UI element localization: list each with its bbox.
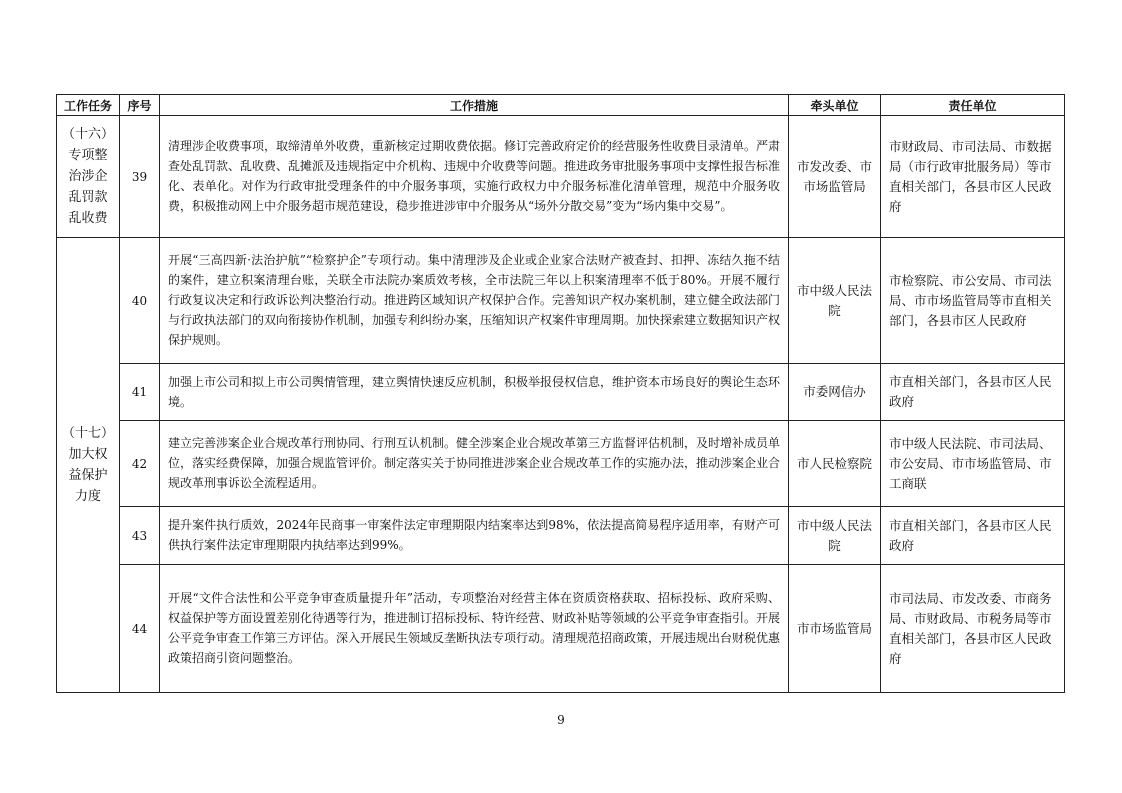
task-line: 治涉企 bbox=[68, 169, 108, 184]
task-line: 专项整 bbox=[68, 148, 108, 163]
responsible-cell: 市中级人民法院、市司法局、市公安局、市市场监管局、市工商联 bbox=[881, 421, 1065, 507]
seq-cell: 41 bbox=[120, 364, 160, 421]
task-line: 乱收费 bbox=[68, 211, 108, 226]
header-task: 工作任务 bbox=[57, 95, 120, 116]
responsible-cell: 市直相关部门，各县市区人民政府 bbox=[881, 364, 1065, 421]
seq-cell: 39 bbox=[120, 116, 160, 238]
task-line: 乱罚款 bbox=[68, 190, 108, 205]
measure-cell: 建立完善涉案企业合规改革行刑协同、行刑互认机制。健全涉案企业合规改革第三方监督评估机制，及时增补成员单位，落实经费保障，加强合规监管评价。制定落实关于协同推进涉案企业合规改革工作的实施办法，推动涉案企业合规改革刑事诉讼全流程适用。 bbox=[160, 421, 789, 507]
table-row bbox=[57, 116, 1065, 238]
table-row bbox=[57, 565, 1065, 693]
task-line: 力度 bbox=[74, 489, 101, 504]
responsible-cell: 市司法局、市发改委、市商务局、市财政局、市税务局等市直相关部门，各县市区人民政府 bbox=[881, 565, 1065, 693]
header-responsible: 责任单位 bbox=[881, 95, 1065, 116]
table-row bbox=[57, 238, 1065, 364]
responsible-cell: 市检察院、市公安局、市司法局、市市场监管局等市直相关部门，各县市区人民政府 bbox=[881, 238, 1065, 364]
table-row bbox=[57, 507, 1065, 565]
lead-cell: 市发改委、市市场监管局 bbox=[789, 116, 881, 238]
measure-cell: 开展“文件合法性和公平竞争审查质量提升年”活动，专项整治对经营主体在资质资格获取、招标投标、政府采购、权益保护等方面设置差别化待遇等行为，推进制订招标投标、特许经营、财政补贴等领域的公平竞争审查指引。开展公平竞争审查工作第三方评估。深入开展民生领域反垄断执法专项行动。清理规范招商政策，开展违规出台财税优惠政策招商引资问题整治。 bbox=[160, 565, 789, 693]
measure-cell: 加强上市公司和拟上市公司舆情管理，建立舆情快速反应机制，积极举报侵权信息，维护资本市场良好的舆论生态环境。 bbox=[160, 364, 789, 421]
lead-cell: 市人民检察院 bbox=[789, 421, 881, 507]
task-line: （十六） bbox=[61, 127, 114, 142]
task-line: 益保护 bbox=[68, 468, 108, 483]
task-line: （十七） bbox=[61, 426, 114, 441]
header-measure: 工作措施 bbox=[160, 95, 789, 116]
page-number: 9 bbox=[557, 713, 565, 727]
table-row bbox=[57, 421, 1065, 507]
responsible-cell: 市直相关部门，各县市区人民政府 bbox=[881, 507, 1065, 565]
measures-table bbox=[56, 94, 1065, 693]
measure-cell: 开展“三高四新·法治护航”“检察护企”专项行动。集中清理涉及企业或企业家合法财产被查封、扣押、冻结久拖不结的案件，建立积案清理台账，关联全市法院办案质效考核，全市法院三年以上积案清理率不低于80%。开展不履行行政复议决定和行政诉讼判决整治行动。推进跨区域知识产权保护合作。完善知识产权办案机制，建立健全政法部门与行政执法部门的双向衔接协作机制，加强专利纠纷办案，压缩知识产权案件审理周期。加快探索建立数据知识产权保护规则。 bbox=[160, 238, 789, 364]
lead-cell: 市委网信办 bbox=[789, 364, 881, 421]
table-row bbox=[57, 364, 1065, 421]
measure-cell: 提升案件执行质效，2024年民商事一审案件法定审理期限内结案率达到98%，依法提高简易程序适用率，有财产可供执行案件法定审理期限内执结率达到99%。 bbox=[160, 507, 789, 565]
table-header-row bbox=[57, 95, 1065, 116]
seq-cell: 42 bbox=[120, 421, 160, 507]
seq-cell: 40 bbox=[120, 238, 160, 364]
lead-cell: 市中级人民法院 bbox=[789, 238, 881, 364]
task-line: 加大权 bbox=[68, 447, 108, 462]
task-cell-16 bbox=[57, 116, 120, 238]
measure-cell: 清理涉企收费事项，取缔清单外收费，重新核定过期收费依据。修订完善政府定价的经营服务性收费目录清单。严肃查处乱罚款、乱收费、乱摊派及违规指定中介机构、违规中介收费等问题。推进政务审批服务事项中支撑性报告标准化、表单化。对作为行政审批受理条件的中介服务事项，实施行政权力中介服务标准化清单管理，规范中介服务收费，积极推动网上中介服务超市规范建设，稳步推进涉审中介服务从“场外分散交易”变为“场内集中交易”。 bbox=[160, 116, 789, 238]
seq-cell: 43 bbox=[120, 507, 160, 565]
responsible-cell: 市财政局、市司法局、市数据局（市行政审批服务局）等市直相关部门，各县市区人民政府 bbox=[881, 116, 1065, 238]
seq-cell: 44 bbox=[120, 565, 160, 693]
task-cell-17 bbox=[57, 238, 120, 693]
header-lead: 牵头单位 bbox=[789, 95, 881, 116]
lead-cell: 市中级人民法院 bbox=[789, 507, 881, 565]
lead-cell: 市市场监管局 bbox=[789, 565, 881, 693]
header-seq: 序号 bbox=[120, 95, 160, 116]
